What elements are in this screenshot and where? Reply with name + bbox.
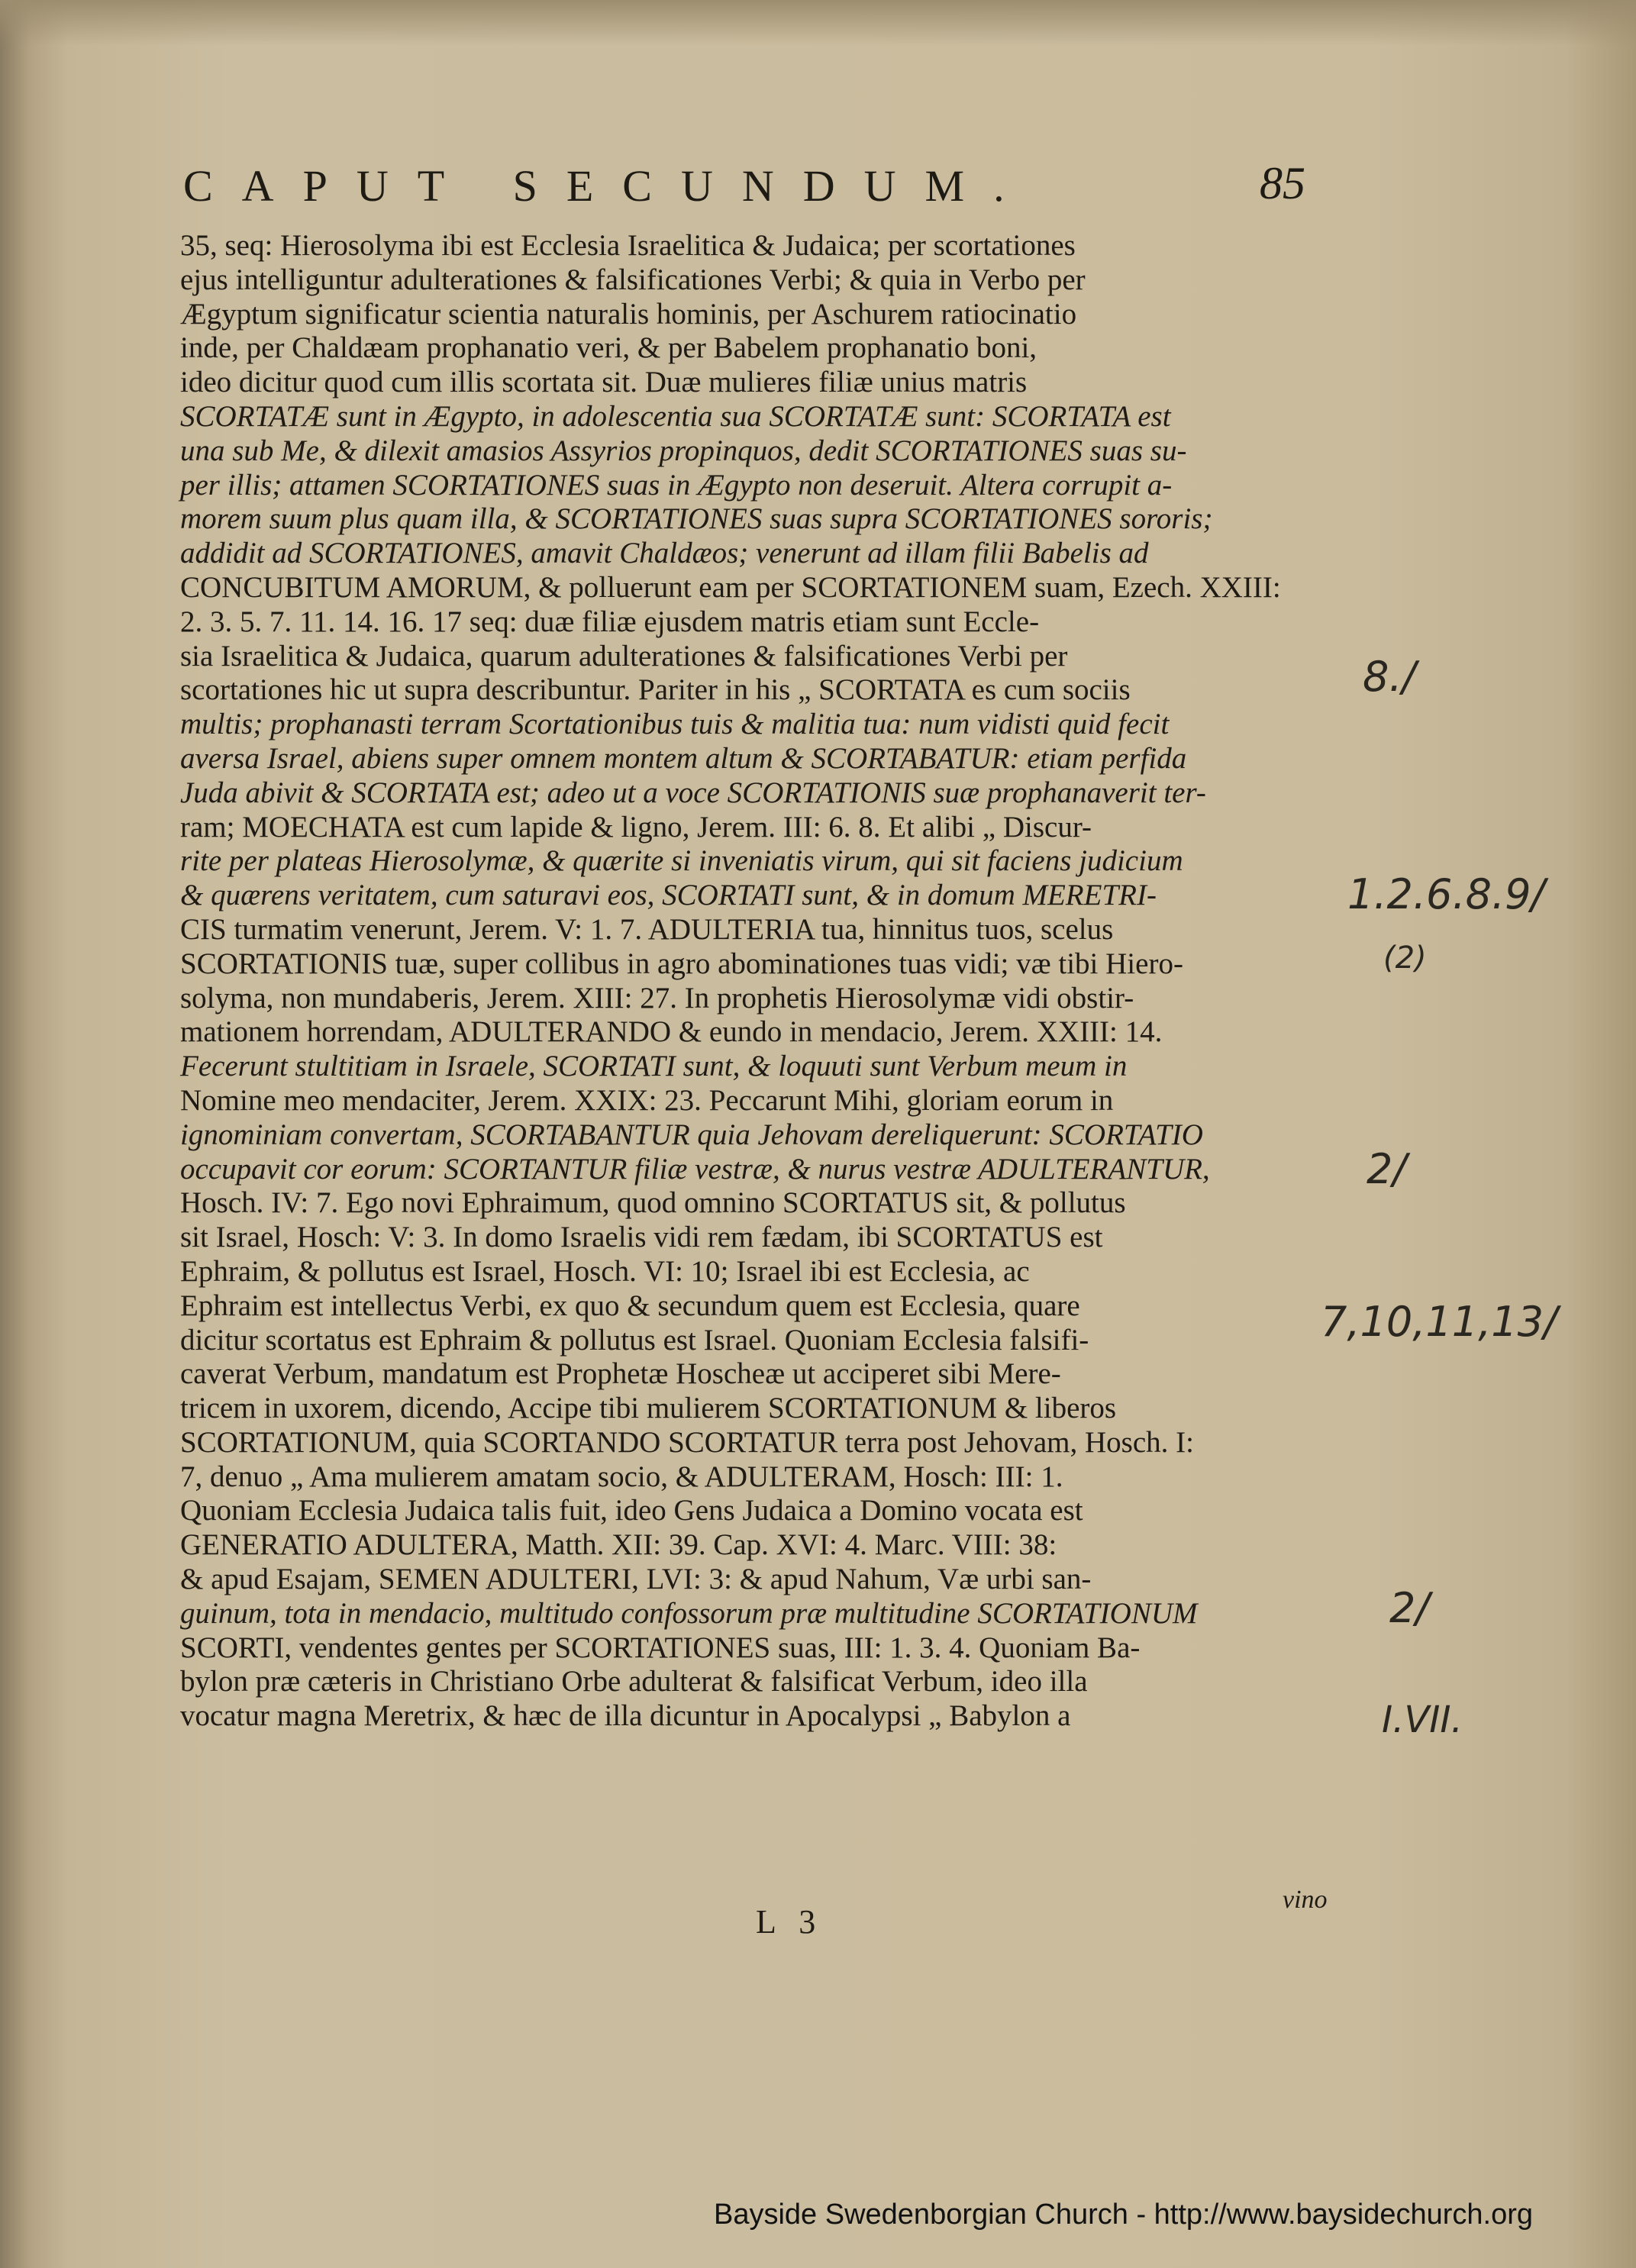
text-line: & apud Esajam, SEMEN ADULTERI, LVI: 3: & apud Nahum, Væ urbi san-	[180, 1563, 1092, 1596]
text-line: scortationes hic ut supra describuntur. Pariter in his „ SCORTATA es cum sociis	[180, 673, 1131, 707]
margin-note: 7,10,11,13/	[1321, 1298, 1558, 1346]
text-line: ejus intelliguntur adulterationes & falsificationes Verbi; & quia in Verbo per	[180, 263, 1086, 296]
text-line: mationem horrendam, ADULTERANDO & eundo in mendacio, Jerem. XXIII: 14.	[180, 1015, 1163, 1049]
page-header	[183, 160, 1305, 221]
margin-note: 1.2.6.8.9/	[1347, 870, 1545, 918]
margin-note: 8./	[1363, 653, 1416, 701]
text-line: SCORTI, vendentes gentes per SCORTATIONES suas, III: 1. 3. 4. Quoniam Ba-	[180, 1631, 1141, 1664]
text-line: ram; MOECHATA est cum lapide & ligno, Jerem. III: 6. 8. Et alibi „ Discur-	[180, 810, 1092, 844]
margin-note: I.VII.	[1382, 1699, 1463, 1741]
text-line: 2. 3. 5. 7. 11. 14. 16. 17 seq: duæ filiæ ejusdem matris etiam sunt Eccle-	[180, 605, 1040, 638]
text-line: CIS turmatim venerunt, Jerem. V: 1. 7. ADULTERIA tua, hinnitus tuos, scelus	[180, 912, 1114, 946]
text-line: caverat Verbum, mandatum est Prophetæ Hoscheæ ut acciperet sibi Mere-	[180, 1357, 1061, 1391]
text-line: CONCUBITUM AMORUM, & polluerunt eam per SCORTATIONEM suam, Ezech. XXIII:	[180, 570, 1281, 604]
text-line: 7, denuo „ Ama mulierem amatam socio, & ADULTERAM, Hosch: III: 1.	[180, 1460, 1063, 1493]
text-line: & quærens veritatem, cum saturavi eos, SCORTATI sunt, & in domum MERETRI-	[180, 879, 1157, 912]
text-line: Nomine meo mendaciter, Jerem. XXIX: 23. Peccarunt Mihi, gloriam eorum in	[180, 1083, 1114, 1117]
signature-mark: L 3	[756, 1903, 824, 1941]
text-line: Ephraim est intellectus Verbi, ex quo & secundum quem est Ecclesia, quare	[180, 1289, 1080, 1322]
text-line: tricem in uxorem, dicendo, Accipe tibi mulierem SCORTATIONUM & liberos	[180, 1392, 1117, 1425]
text-line: solyma, non mundaberis, Jerem. XIII: 27. In prophetis Hierosolymæ vidi obstir-	[180, 981, 1134, 1015]
text-line: Fecerunt stultitiam in Israele, SCORTATI sunt, & loquuti sunt Verbum meum in	[180, 1050, 1128, 1083]
text-line: Hosch. IV: 7. Ego novi Ephraimum, quod omnino SCORTATUS sit, & pollutus	[180, 1186, 1126, 1220]
text-line: rite per plateas Hierosolymæ, & quærite si inveniatis virum, qui sit faciens judicium	[180, 844, 1183, 878]
text-line: Juda abivit & SCORTATA est; adeo ut a voce SCORTATIONIS suæ prophanaverit ter-	[180, 776, 1206, 809]
text-line: una sub Me, & dilexit amasios Assyrios propinquos, dedit SCORTATIONES suas su-	[180, 434, 1187, 467]
margin-note: (2)	[1383, 940, 1427, 976]
text-line: multis; prophanasti terram Scortationibus tuis & malitia tua: num vidisti quid fecit	[180, 708, 1170, 741]
margin-note: 2/	[1389, 1584, 1430, 1632]
text-line: aversa Israel, abiens super omnem montem altum & SCORTABATUR: etiam perfida	[180, 741, 1187, 775]
text-line: Quoniam Ecclesia Judaica talis fuit, ideo Gens Judaica a Domino vocata est	[180, 1494, 1083, 1528]
catchword: vino	[1283, 1886, 1328, 1914]
text-line: GENERATIO ADULTERA, Matth. XII: 39. Cap. XVI: 4. Marc. VIII: 38:	[180, 1528, 1057, 1562]
watermark-caption: Bayside Swedenborgian Church - http://www.baysidechurch.org	[714, 2199, 1534, 2231]
text-line: sia Israelitica & Judaica, quarum adulterationes & falsificationes Verbi per	[180, 639, 1068, 673]
text-line: per illis; attamen SCORTATIONES suas in Ægypto non deseruit. Altera corrupit a-	[180, 468, 1173, 502]
text-line: Ephraim, & pollutus est Israel, Hosch. VI: 10; Israel ibi est Ecclesia, ac	[180, 1254, 1030, 1288]
text-line: ideo dicitur quod cum illis scortata sit. Duæ mulieres filiæ unius matris	[180, 366, 1028, 399]
text-line: 35, seq: Hierosolyma ibi est Ecclesia Israelitica & Judaica; per scortationes	[180, 229, 1076, 262]
text-line: SCORTATIONUM, quia SCORTANDO SCORTATUR terra post Jehovam, Hosch. I:	[180, 1425, 1194, 1459]
text-line: bylon præ cæteris in Christiano Orbe adulterat & falsificat Verbum, ideo illa	[180, 1665, 1088, 1699]
text-line: inde, per Chaldæam prophanatio veri, & per Babelem prophanatio boni,	[180, 331, 1037, 365]
running-head: CAPUT SECUNDUM.	[183, 161, 1034, 211]
text-line: sit Israel, Hosch: V: 3. In domo Israelis vidi rem fædam, ibi SCORTATUS est	[180, 1221, 1103, 1254]
text-line: SCORTATIONIS tuæ, super collibus in agro abominationes tuas vidi; væ tibi Hiero-	[180, 947, 1183, 980]
text-line: dicitur scortatus est Ephraim & pollutus est Israel. Quoniam Ecclesia falsifi-	[180, 1323, 1089, 1357]
text-line: Ægyptum significatur scientia naturalis hominis, per Aschurem ratiocinatio	[180, 297, 1077, 331]
text-line: occupavit cor eorum: SCORTANTUR filiæ vestræ, & nurus vestræ ADULTERANTUR,	[180, 1152, 1210, 1186]
text-line: morem suum plus quam illa, & SCORTATIONES suas supra SCORTATIONES sororis;	[180, 502, 1213, 536]
margin-note: 2/	[1367, 1145, 1407, 1193]
text-line: vocatur magna Meretrix, & hæc de illa dicuntur in Apocalypsi „ Babylon a	[180, 1699, 1071, 1733]
body-text	[180, 229, 1313, 1734]
page-shadow	[0, 0, 1636, 46]
text-line: SCORTATÆ sunt in Ægypto, in adolescentia sua SCORTATÆ sunt: SCORTATA est	[180, 399, 1171, 433]
page-number: 85	[1260, 158, 1305, 208]
text-line: ignominiam convertam, SCORTABANTUR quia Jehovam dereliquerunt: SCORTATIO	[180, 1118, 1203, 1151]
text-line: addidit ad SCORTATIONES, amavit Chaldæos; venerunt ad illam filii Babelis ad	[180, 537, 1149, 570]
text-line: guinum, tota in mendacio, multitudo confossorum præ multitudine SCORTATIONUM	[180, 1596, 1198, 1630]
